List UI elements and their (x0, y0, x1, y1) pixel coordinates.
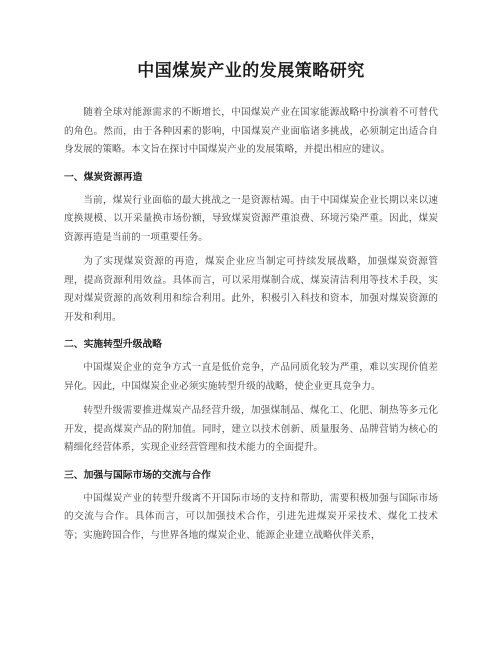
section-heading-2: 二、实施转型升级战略 (64, 339, 162, 350)
section-2-paragraph-1: 中国煤炭企业的竞争方式一直是低价竞争，产品同质化较为严重，难以实现价值差异化。因此，中国煤炭企业必须实施转型升级的战略，使企业更具竞争力。 (64, 362, 438, 392)
document-title: 中国煤炭产业的发展策略研究 (137, 61, 365, 81)
section-2-paragraph-2: 转型升级需要推进煤炭产品经营升级，加强煤制品、煤化工、化肥、制热等多元化开发，提高煤炭产品的附加值。同时，建立以技术创新、质量服务、品牌营销为核心的精细化经营体系，实现企业经营管理和技术能力的全面提升。 (64, 405, 438, 453)
section-1-paragraph-1: 当前，煤炭行业面临的最大挑战之一是资源枯竭。由于中国煤炭企业长期以来以速度换规模、以开采量换市场份额，导致煤炭资源严重浪费、环境污染严重。因此，煤炭资源再造是当前的一项重要任务。 (64, 194, 438, 243)
section-1-paragraph-2: 为了实现煤炭资源的再造，煤炭企业应当制定可持续发展战略，加强煤炭资源管理，提高资源利用效益。具体而言，可以采用煤制合成、煤炭清洁利用等技术手段，实现对煤炭资源的高效利用和综合利用。此外，积极引入科技和资本，加强对煤炭资源的开发和利用。 (64, 256, 438, 323)
intro-paragraph: 随着全球对能源需求的不断增长，中国煤炭产业在国家能源战略中扮演着不可替代的角色。然而，由于各种因素的影响，中国煤炭产业面临诸多挑战，必须制定出适合自身发展的策略。本文旨在探讨中国煤炭产业的发展策略，并提出相应的建议。 (64, 107, 438, 155)
section-heading-1: 一、煤炭资源再造 (64, 171, 143, 183)
section-heading-3: 三、加强与国际市场的交流与合作 (64, 469, 211, 481)
section-3-paragraph-1: 中国煤炭产业的转型升级离不开国际市场的支持和帮助，需要积极加强与国际市场的交流与合作。具体而言，可以加强技术合作，引进先进煤炭开采技术、煤化工技术等；实施跨国合作，与世界各地的煤炭企业、能源企业建立战略伙伴关系， (64, 492, 438, 541)
